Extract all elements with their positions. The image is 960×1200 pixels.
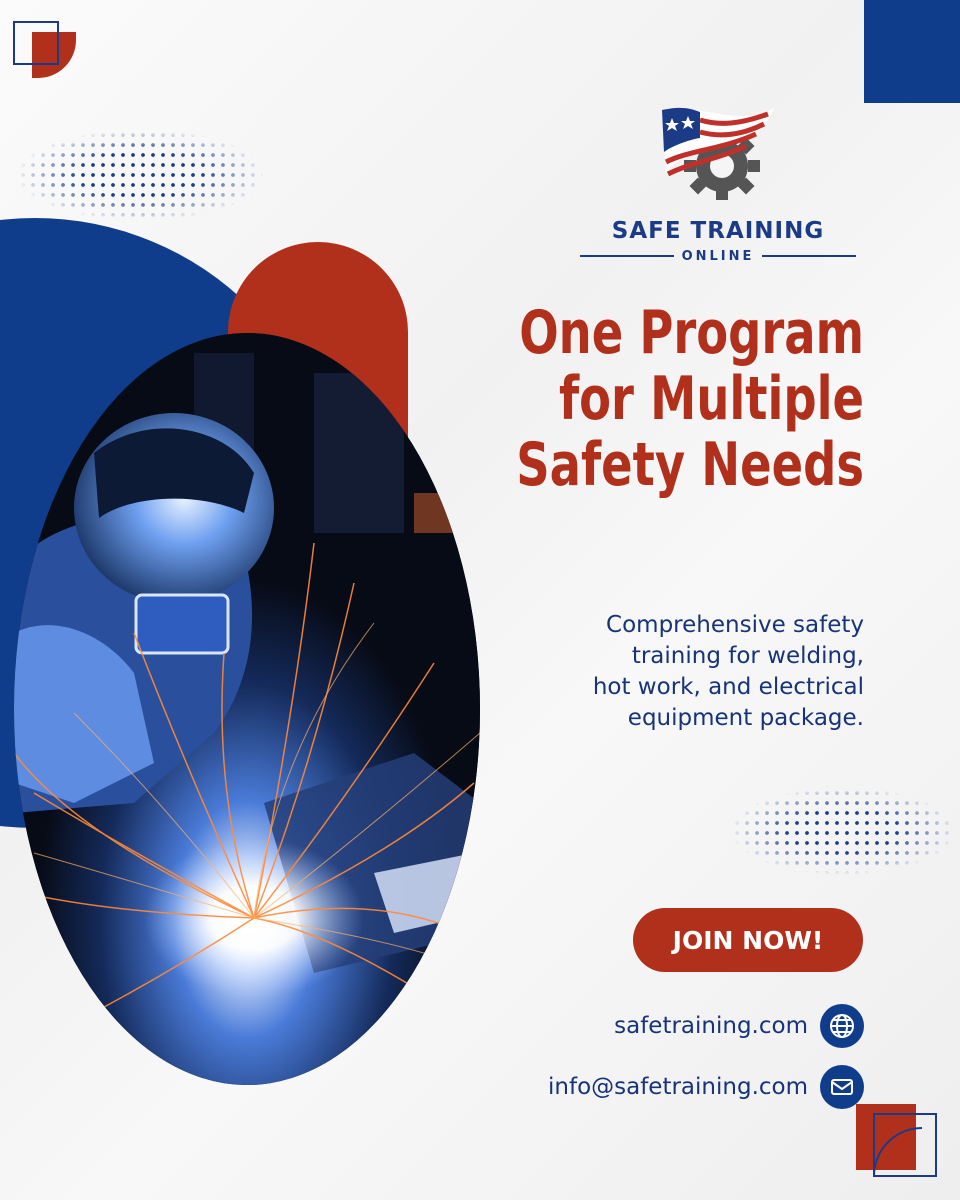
brand-name: SAFE TRAINING [611,218,825,244]
globe-icon [820,1004,864,1048]
tagline-rule-right [762,255,856,257]
headline-line-1: One Program [519,298,864,368]
brand-logo [580,100,856,270]
headline-line-2: for Multiple [558,364,864,434]
corner-ornament-top-left [12,18,76,78]
description-line-3: hot work, and electrical [592,674,864,701]
corner-square-top-right [864,0,960,103]
description [524,610,864,734]
email-link[interactable]: info@safetraining.com [548,1074,808,1100]
brand-tagline-row [580,247,856,265]
website-row[interactable] [614,1004,864,1048]
welding-photo [14,333,480,1085]
dot-pattern-top [18,130,263,220]
website-link[interactable]: safetraining.com [614,1013,808,1039]
dot-pattern-middle [732,788,954,874]
headline-line-3: Safety Needs [516,430,864,500]
tagline-rule-left [580,255,674,257]
description-line-2: training for welding, [631,643,864,670]
description-line-1: Comprehensive safety [606,612,864,638]
description-line-4: equipment package. [627,705,864,732]
brand-tagline: ONLINE [681,248,755,264]
flag-gear-icon [660,104,776,200]
corner-ornament-bottom-right [850,1100,940,1180]
join-now-button[interactable]: JOIN NOW! [633,908,863,972]
email-row[interactable] [548,1065,864,1109]
headline [494,300,864,498]
